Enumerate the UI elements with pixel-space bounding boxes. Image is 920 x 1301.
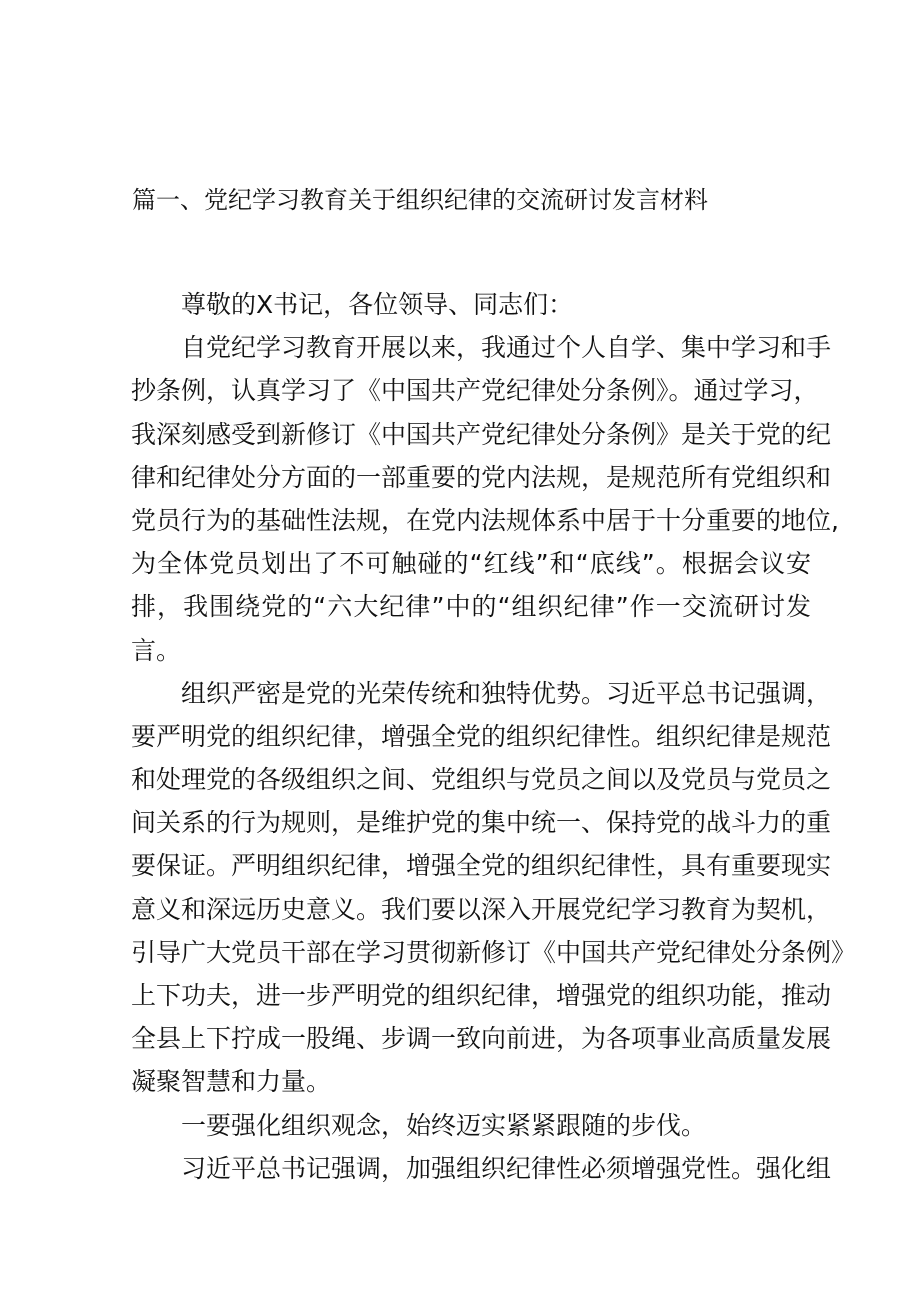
paragraph-line: 我深刻感受到新修订《中国共产党纪律处分条例》是关于党的纪 <box>131 419 832 449</box>
paragraph-line: 言。 <box>131 635 182 665</box>
paragraph-line: 和处理党的各级组织之间、党组织与党员之间以及党员与党员之 <box>131 765 832 795</box>
paragraph-line: 要保证。严明组织纪律，增强全党的组织纪律性，具有重要现实 <box>131 851 832 881</box>
paragraph-line: 律和纪律处分方面的一部重要的党内法规，是规范所有党组织和 <box>131 462 832 492</box>
paragraph-line: 习近平总书记强调，加强组织纪律性必须增强党性。强化组 <box>181 1153 832 1183</box>
paragraph-line: 上下功夫，进一步严明党的组织纪律，增强党的组织功能，推动 <box>131 981 832 1010</box>
section-heading: 一要强化组织观念，始终迈实紧紧跟随的步伐。 <box>181 1110 707 1140</box>
paragraph-line: 间关系的行为规则，是维护党的集中统一、保持党的战斗力的重 <box>131 808 832 838</box>
document-body <box>131 283 857 1190</box>
salutation-line: 尊敬的X书记，各位领导、同志们： <box>181 290 574 319</box>
paragraph-line: 为全体党员划出了不可触碰的“红线”和“底线”。根据会议安 <box>131 549 811 579</box>
paragraph-line: 要严明党的组织纪律，增强全党的组织纪律性。组织纪律是规范 <box>131 721 832 751</box>
paragraph-line: 党员行为的基础性法规，在党内法规体系中居于十分重要的地位, <box>131 505 839 535</box>
paragraph-line: 全县上下拧成一股绳、步调一致向前进，为各项事业高质量发展 <box>131 1024 832 1054</box>
paragraph-line: 组织严密是党的光荣传统和独特优势。习近平总书记强调， <box>181 678 832 708</box>
paragraph-line: 凝聚智慧和力量。 <box>131 1067 332 1097</box>
paragraph-line: 意义和深远历史意义。我们要以深入开展党纪学习教育为契机， <box>131 894 832 924</box>
paragraph-line: 排，我围绕党的“六大纪律”中的“组织纪律”作一交流研讨发 <box>131 592 811 622</box>
paragraph-line: 抄条例，认真学习了《中国共产党纪律处分条例》。通过学习， <box>131 376 819 406</box>
paragraph-line: 自党纪学习教育开展以来，我通过个人自学、集中学习和手 <box>181 333 832 363</box>
document-title: 篇一、党纪学习教育关于组织纪律的交流研讨发言材料 <box>132 186 708 214</box>
paragraph-line: 引导广大党员干部在学习贯彻新修订《中国共产党纪律处分条例》 <box>131 937 857 967</box>
